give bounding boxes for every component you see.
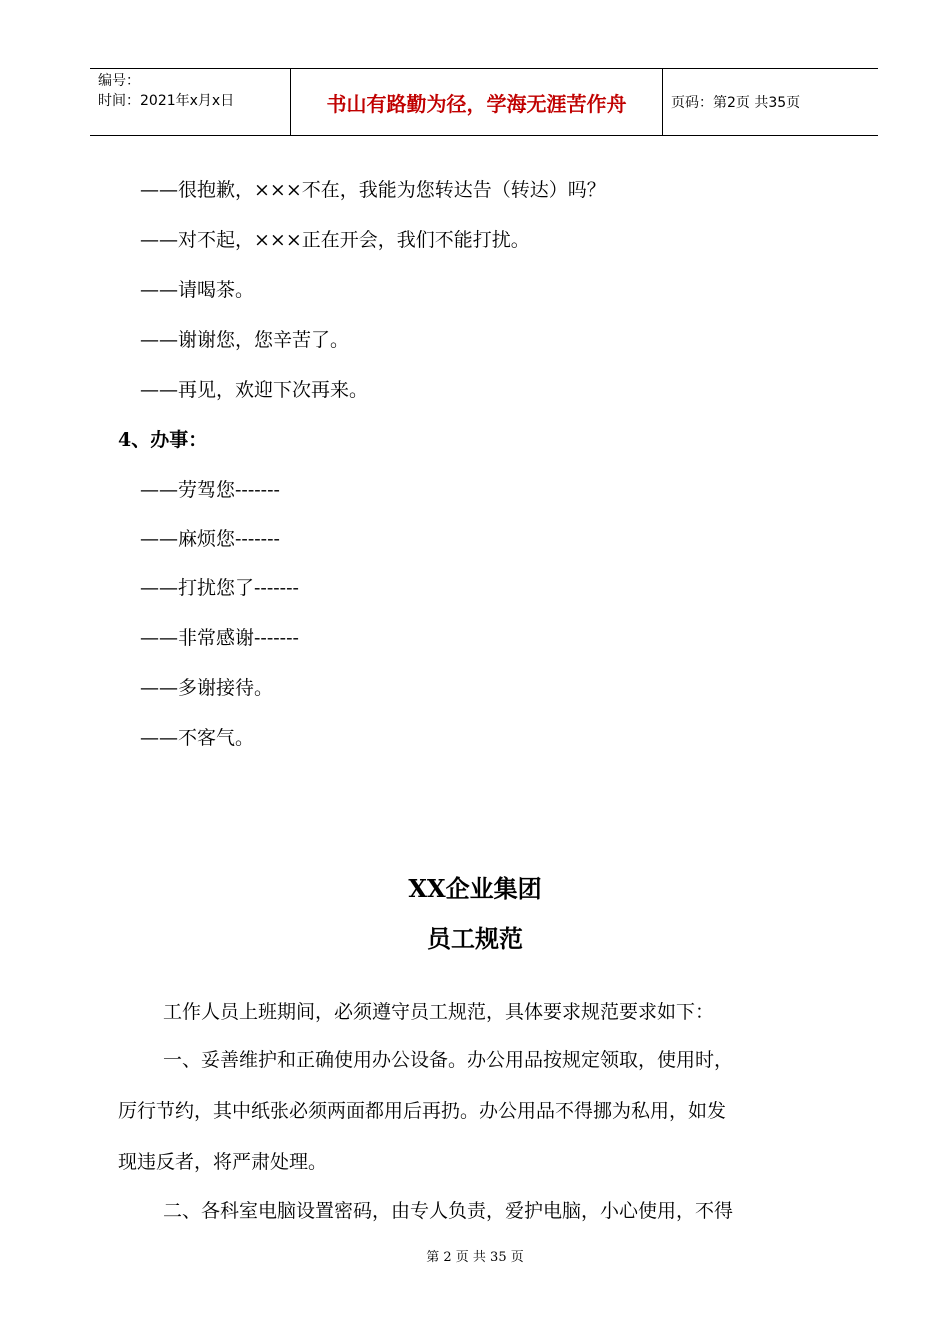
header-motto: 书山有路勤为径，学海无涯苦作舟 <box>291 69 663 135</box>
rule-line: 一、妥善维护和正确使用办公设备。办公用品按规定领取，使用时， <box>163 1049 734 1071</box>
page-footer: 第 2 页 共 35 页 <box>426 1250 524 1265</box>
rule-line: 厉行节约，其中纸张必须两面都用后再扔。办公用品不得挪为私用，如发 <box>118 1100 727 1122</box>
number-label: 编号： <box>98 73 140 89</box>
phrase-line: ——谢谢您，您辛苦了。 <box>140 329 350 351</box>
header-meta <box>90 69 291 135</box>
page-header <box>90 68 878 136</box>
rule-line: 现违反者，将严肃处理。 <box>118 1151 328 1173</box>
phrase-line: ——再见，欢迎下次再来。 <box>140 379 369 401</box>
document-title: XX企业集团 <box>408 874 542 903</box>
phrase-line: ——非常感谢------- <box>140 627 299 649</box>
phrase-line: ——多谢接待。 <box>140 677 274 699</box>
phrase-line: ——很抱歉，×××不在，我能为您转达告（转达）吗？ <box>140 179 606 201</box>
phrase-line: ——打扰您了------- <box>140 577 299 599</box>
time-label: 时间：2021年x月x日 <box>98 93 235 109</box>
phrase-line: ——劳驾您------- <box>140 479 280 501</box>
rule-line: 二、各科室电脑设置密码，由专人负责，爱护电脑，小心使用，不得 <box>163 1200 734 1222</box>
phrase-line: ——请喝茶。 <box>140 279 255 301</box>
phrase-line: ——麻烦您------- <box>140 528 280 550</box>
section-heading: 4、办事： <box>118 429 208 451</box>
document-subtitle: 员工规范 <box>427 924 523 953</box>
phrase-line: ——不客气。 <box>140 727 255 749</box>
phrase-line: ——对不起，×××正在开会，我们不能打扰。 <box>140 229 530 251</box>
header-page-info: 页码：第2页 共35页 <box>671 95 801 111</box>
intro-paragraph: 工作人员上班期间，必须遵守员工规范，具体要求规范要求如下： <box>163 1001 715 1023</box>
